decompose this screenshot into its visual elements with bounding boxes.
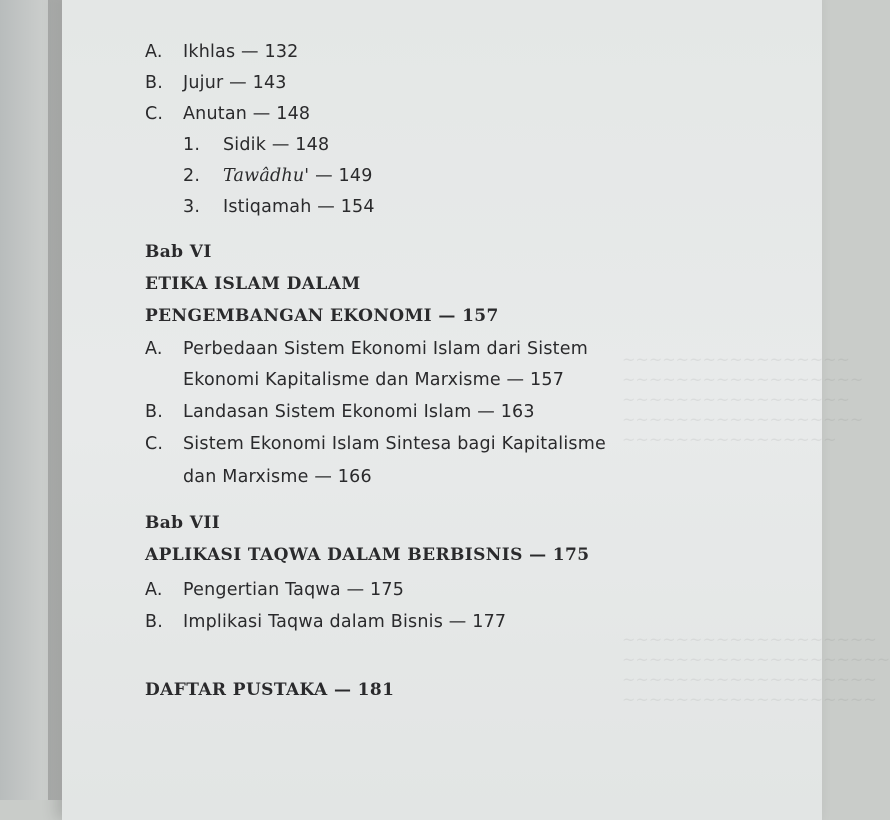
chapter-6-title-line2: PENGEMBANGAN EKONOMI — 157 xyxy=(145,306,499,326)
subitem-text xyxy=(223,166,373,186)
item-marker: B. xyxy=(145,73,163,93)
item-text-line1: Sistem Ekonomi Islam Sintesa bagi Kapitalisme xyxy=(183,434,606,454)
chapter-6-title-line1: ETIKA ISLAM DALAM xyxy=(145,274,361,294)
item-text: Pengertian Taqwa — 175 xyxy=(183,580,405,600)
toc-item-perbedaan-cont: Ekonomi Kapitalisme dan Marxisme — 157 xyxy=(183,370,565,390)
chapter-7-title: APLIKASI TAQWA DALAM BERBISNIS — 175 xyxy=(145,545,590,565)
item-marker: B. xyxy=(145,402,163,422)
item-marker: A. xyxy=(145,42,163,62)
subitem-text: Sidik — 148 xyxy=(223,135,330,155)
subitem-page: — 149 xyxy=(309,166,373,186)
bibliography-entry: DAFTAR PUSTAKA — 181 xyxy=(145,680,395,700)
subitem-text: Istiqamah — 154 xyxy=(223,197,375,217)
item-text: Jujur — 143 xyxy=(183,73,287,93)
item-marker: A. xyxy=(145,339,163,359)
item-text: Implikasi Taqwa dalam Bisnis — 177 xyxy=(183,612,507,632)
subitem-marker: 1. xyxy=(183,135,201,155)
item-text: Landasan Sistem Ekonomi Islam — 163 xyxy=(183,402,535,422)
toc-item-sintesa-cont: dan Marxisme — 166 xyxy=(183,467,372,487)
item-marker: C. xyxy=(145,434,164,454)
item-marker: B. xyxy=(145,612,163,632)
item-text-line1: Perbedaan Sistem Ekonomi Islam dari Sistem xyxy=(183,339,588,359)
item-text: Ikhlas — 132 xyxy=(183,42,299,62)
item-marker: C. xyxy=(145,104,164,124)
item-marker: A. xyxy=(145,580,163,600)
show-through-text-2: ~~~~~~~~~~~~~~~~~~~ ~~~~~~~~~~~~~~~~~~~~ ~~~~~~~~~~~~~~~~~~~ ~~~~~~~~~~~~~~~~~~~ xyxy=(622,630,890,709)
chapter-7-label: Bab VII xyxy=(145,513,221,533)
chapter-6-label: Bab VI xyxy=(145,242,212,262)
item-text: Anutan — 148 xyxy=(183,104,311,124)
subitem-italic-term: Tawâdhu' xyxy=(223,166,310,186)
subitem-marker: 3. xyxy=(183,197,201,217)
subitem-marker: 2. xyxy=(183,166,201,186)
show-through-text: ~~~~~~~~~~~~~~~~~ ~~~~~~~~~~~~~~~~~~ ~~~~~~~~~~~~~~~~~ ~~~~~~~~~~~~~~~~~~ ~~~~~~~~~~~~~~~~ xyxy=(622,350,864,449)
